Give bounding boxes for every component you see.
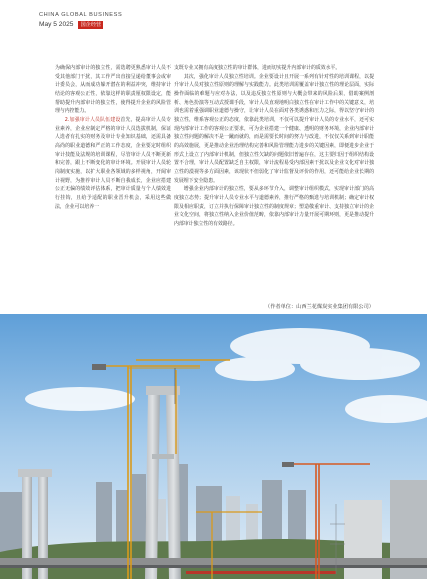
article-paragraph: 增强企业内部审计的独立性，要从多环节介入，调整审计组织模式，实现审计部门的高度独立态势；提升审计人员专业水平与道德素养，推行严格的甄选与培训机制；确定审计权限及相应职责，订立并执行保障审计独立性的制度规章；塑造敬重审计、支持独立审计的企业文化空间，将独立性纳入企业价值范畴，依靠内部审计力量开展可期环则，更是推动提升内部审计独立性的有效路径。 (174, 186, 374, 227)
paragraph-text: 首先，提高审计人员专业素养，企业应制定严格的审计人员选拔机制，保证人选者有扎实的财务及审计专业知识基础，还需具备高尚的职业道德和严正的工作态度，企业要定时组织审计技能及法规的培训课程，尽管审计人员不断更新和完善，跟上不断变化的审计环境。开展审计人员轮岗制度实施，以扩大职业各领域的多样视角，开阔审计视野，为推荐审计人员不断自我成长，企业应搭建公正无偏的绩效评估体系，把审计质量与个人绩效进行挂钩，且给予适配的职业晋升机会，采用这些做法，企业可以培养一 (55, 116, 171, 210)
article-left-column (55, 64, 171, 211)
construction-photo (0, 314, 427, 579)
section-heading: 2.加强审计人员队伍建设 (64, 116, 121, 123)
masthead (39, 12, 122, 29)
article-paragraph (55, 116, 171, 211)
article-right-column (174, 64, 374, 228)
author-affiliation: （作者单位：山西兰花煤炭实业集团有限公司） (265, 304, 374, 310)
article-paragraph: 其次，强化审计人员独立性培训。企业要设计且开展一系列有针对性的培训课程，以提升审计人员对独立性原则的理解与实践能力。此类培训需覆盖审计独立性的理论层面，实际操作面临的难题与应对办法，以及违反独立性原则与大概会带来的风险后果，借助案例剖析、角色扮演等互动式授课手段，审计人员直观地明白独立性在审计工作中的关键意义，培训也需着重强调职业道德与操守，让审计人员在面对各类诱惑和压力之际，得以坚守审计的独立性，维系客观公正的态度，依靠此类培训，不仅可以提升审计人员的专业水平，还可实现内部审计工作的客观公正要求，可为企业搭建一个健康、透明的财务环境，企业内部审计独立性问题的解决不是一蹴而就的，而是需要长时间的努力与改进，不仅仅关系到审计职能的高效施展，更是推动企业治理结构完善和风险管理能力进步的关键因素，即便进步企业于形式上设立了内部审计机制，但独立性欠缺的问题依旧普遍存在，这主要归因于组织结构设置不合理，审计人员配置缺乏自主权限，审计流程易受内部因素干扰以及企业文化对审计独立性的漠视等多方面因素，该现状不但弱化了审计监督及评价的作用，还可能给企业长期的发展埋下安全隐患。 (174, 73, 374, 184)
magazine-title: CHINA GLOBAL BUSINESS (39, 12, 123, 18)
section-tag: 国企经营 (80, 21, 102, 28)
article-paragraph: 支既专业又拥有高度独立性的审计群体，进而切实提升内部审计的质效水平。 (174, 65, 341, 71)
issue-date: May 5 2025 (39, 21, 74, 28)
article-paragraph: 为确保内部审计的独立性，需选聘更熟悉审计人员不受其他部门干扰，其工作严出直接呈递给董事会或审计委员会，从而成功躲开潜在的利益冲突，维持审计结论的客观公正性，依靠这样的职责厘权限设定，能帮助提升内部审计的独立性，使得提升企业的风险管理与内控能力。 (55, 65, 171, 115)
masthead-row (39, 20, 122, 29)
